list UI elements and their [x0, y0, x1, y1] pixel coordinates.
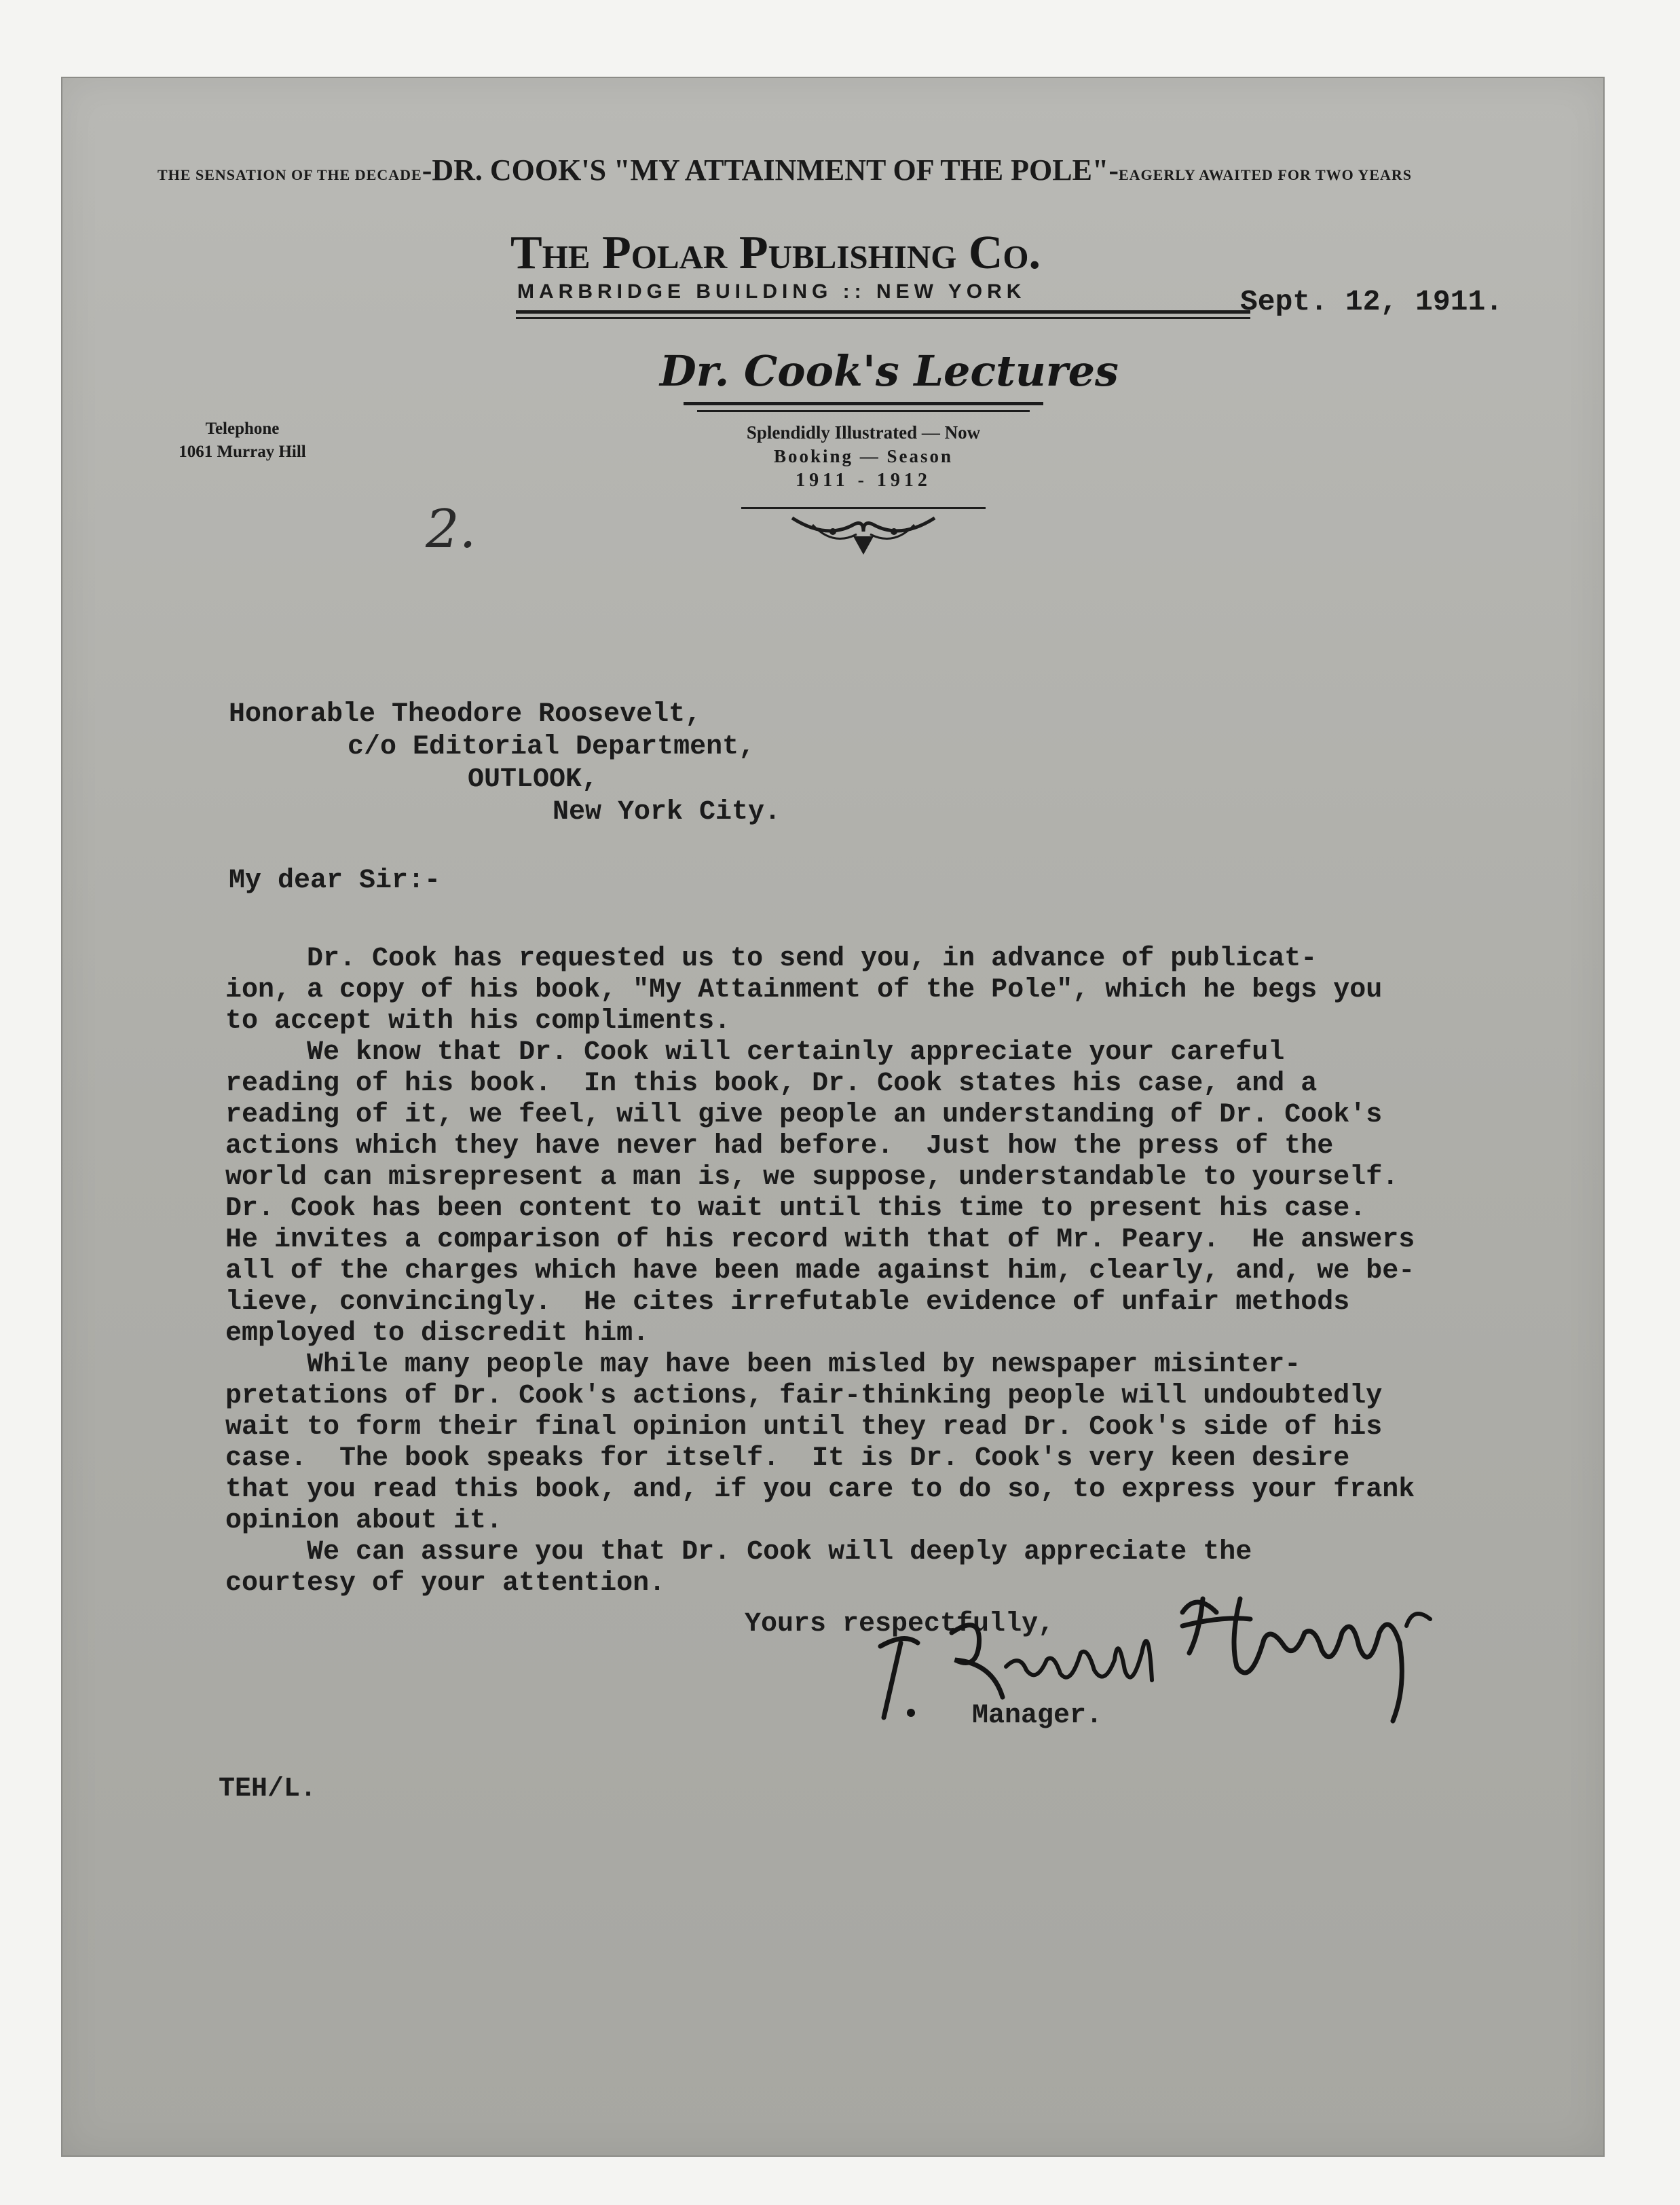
telephone-number: 1061 Murray Hill — [179, 442, 306, 461]
letter-body — [225, 944, 1597, 1599]
tagline-left: THE SENSATION OF THE DECADE — [157, 166, 422, 183]
recipient-line-3: OUTLOOK, — [468, 764, 599, 795]
lectures-line-3: 1911 - 1912 — [796, 470, 931, 492]
letterhead-tagline — [157, 153, 1603, 187]
recipient-line-4: New York City. — [553, 797, 781, 828]
reference-initials: TEH/L. — [219, 1774, 317, 1804]
body-line: courtesy of your attention. — [225, 1568, 666, 1599]
tagline-main: -DR. COOK'S "MY ATTAINMENT OF THE POLE"- — [422, 153, 1119, 187]
body-line: all of the charges which have been made against him, clearly, and, we be- — [225, 1256, 1415, 1286]
body-line: to accept with his compliments. — [225, 1006, 731, 1037]
body-line: reading of it, we feel, will give people an understanding of Dr. Cook's — [225, 1100, 1383, 1130]
body-line: lieve, convincingly. He cites irrefutable evidence of unfair methods — [225, 1287, 1350, 1318]
body-line: opinion about it. — [225, 1506, 503, 1536]
ornament-icon — [785, 513, 941, 560]
body-line: world can misrepresent a man is, we suppose, understandable to yourself. — [225, 1162, 1399, 1193]
salutation: My dear Sir:- — [229, 866, 441, 896]
telephone-label: Telephone — [205, 420, 280, 438]
letterhead-rule-top — [516, 310, 1250, 314]
body-line: pretations of Dr. Cook's actions, fair-thinking people will undoubtedly — [225, 1381, 1383, 1411]
recipient-line-1: Honorable Theodore Roosevelt, — [229, 699, 702, 730]
body-line: that you read this book, and, if you care to do so, to express your frank — [225, 1475, 1415, 1505]
body-line: actions which they have never had before. Just how the press of the — [225, 1131, 1334, 1162]
lectures-line-1: Splendidly Illustrated — Now — [746, 422, 981, 443]
company-address: MARBRIDGE BUILDING :: NEW YORK — [517, 280, 1026, 303]
closing: Yours respectfully, — [745, 1609, 1055, 1639]
body-line: Dr. Cook has been content to wait until this time to present his case. — [225, 1193, 1366, 1224]
body-line: We can assure you that Dr. Cook will deeply appreciate the — [225, 1537, 1252, 1568]
body-line: employed to discredit him. — [225, 1318, 650, 1349]
body-line: He invites a comparison of his record with that of Mr. Peary. He answers — [225, 1225, 1415, 1255]
lectures-rule-2 — [697, 410, 1030, 412]
body-line: While many people may have been misled by newspaper misinter- — [225, 1350, 1301, 1380]
letterhead-rule-bottom — [516, 317, 1250, 319]
body-line: We know that Dr. Cook will certainly appreciate your careful — [225, 1037, 1285, 1068]
lectures-rule-1 — [684, 402, 1043, 405]
body-line: wait to form their final opinion until they read Dr. Cook's side of his — [225, 1412, 1383, 1443]
body-line: ion, a copy of his book, "My Attainment of the Pole", which he begs you — [225, 975, 1383, 1005]
handwritten-signature — [816, 1551, 1495, 1728]
telephone-info — [137, 418, 348, 464]
letter-sheet — [62, 78, 1603, 2155]
signer-title: Manager. — [972, 1701, 1103, 1731]
company-name: The Polar Publishing Co. — [510, 227, 1041, 279]
body-line: case. The book speaks for itself. It is Dr. Cook's very keen desire — [225, 1443, 1350, 1474]
lectures-title: Dr. Cook's Lectures — [660, 346, 1119, 396]
page-number: 2. — [426, 499, 477, 560]
lectures-info — [673, 421, 1053, 494]
lectures-line-2: Booking — Season — [773, 446, 954, 467]
lectures-rule-3 — [741, 507, 986, 509]
tagline-right: EAGERLY AWAITED FOR TWO YEARS — [1119, 166, 1413, 183]
body-line: Dr. Cook has requested us to send you, in advance of publicat- — [225, 944, 1318, 974]
recipient-line-2: c/o Editorial Department, — [348, 732, 755, 762]
letter-date: Sept. 12, 1911. — [1240, 285, 1504, 318]
body-line: reading of his book. In this book, Dr. Cook states his case, and a — [225, 1069, 1318, 1099]
